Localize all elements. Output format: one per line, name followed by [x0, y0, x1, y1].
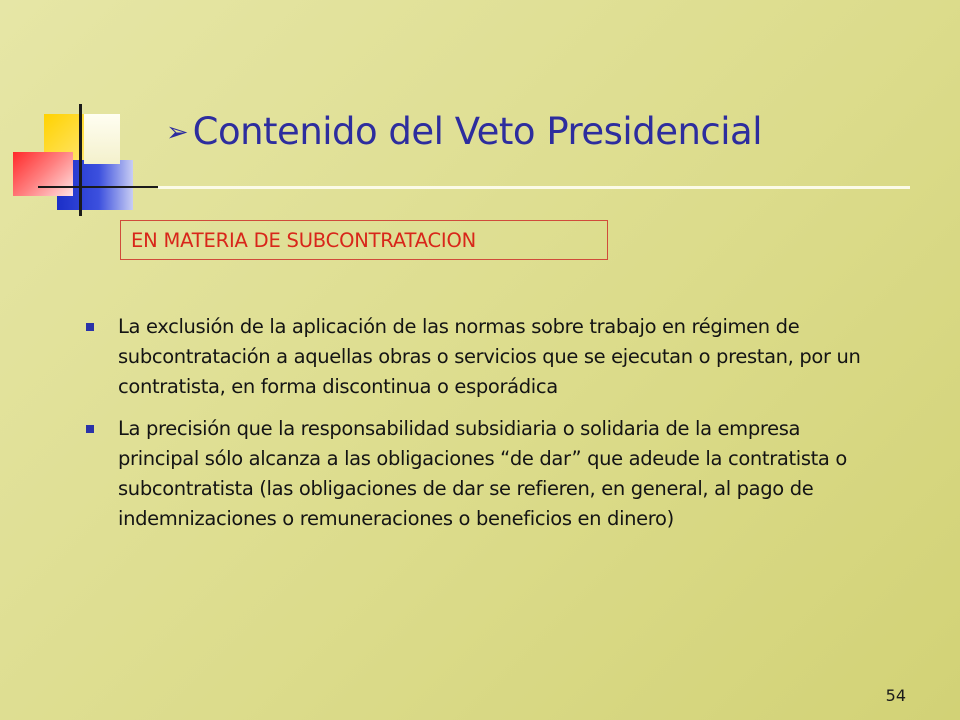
list-item: [86, 312, 886, 402]
page-title: [166, 112, 762, 153]
bullet-text: La exclusión de la aplicación de las normas sobre trabajo en régimen de subcontratación a aquellas obras o servicios que se ejecutan o prestan, por un contratista, en forma discontinua o esporádica: [118, 315, 861, 398]
color-squares-logo: [0, 0, 150, 230]
logo-horizontal-line: [38, 186, 158, 188]
page-number: 54: [885, 686, 906, 705]
white-square: [84, 114, 120, 164]
bullet-text: La precisión que la responsabilidad subsidiaria o solidaria de la empresa principal sólo alcanza a las obligaciones “de dar” que adeude la contratista o subcontratista (las obligaciones de dar se refieren, en general, al pago de indemnizaciones o remuneraciones o beneficios en dinero): [118, 417, 847, 530]
subtitle-box: [120, 220, 608, 260]
logo-vertical-line: [79, 104, 82, 216]
square-bullet-icon: [86, 323, 94, 331]
subtitle-text: EN MATERIA DE SUBCONTRATACION: [131, 228, 476, 252]
red-square: [13, 152, 73, 196]
title-text: Contenido del Veto Presidencial: [192, 110, 762, 153]
list-item: [86, 414, 886, 534]
arrow-bullet-icon: ➢: [166, 116, 189, 148]
square-bullet-icon: [86, 425, 94, 433]
bullet-list: [86, 312, 886, 546]
title-underline: [158, 186, 910, 189]
